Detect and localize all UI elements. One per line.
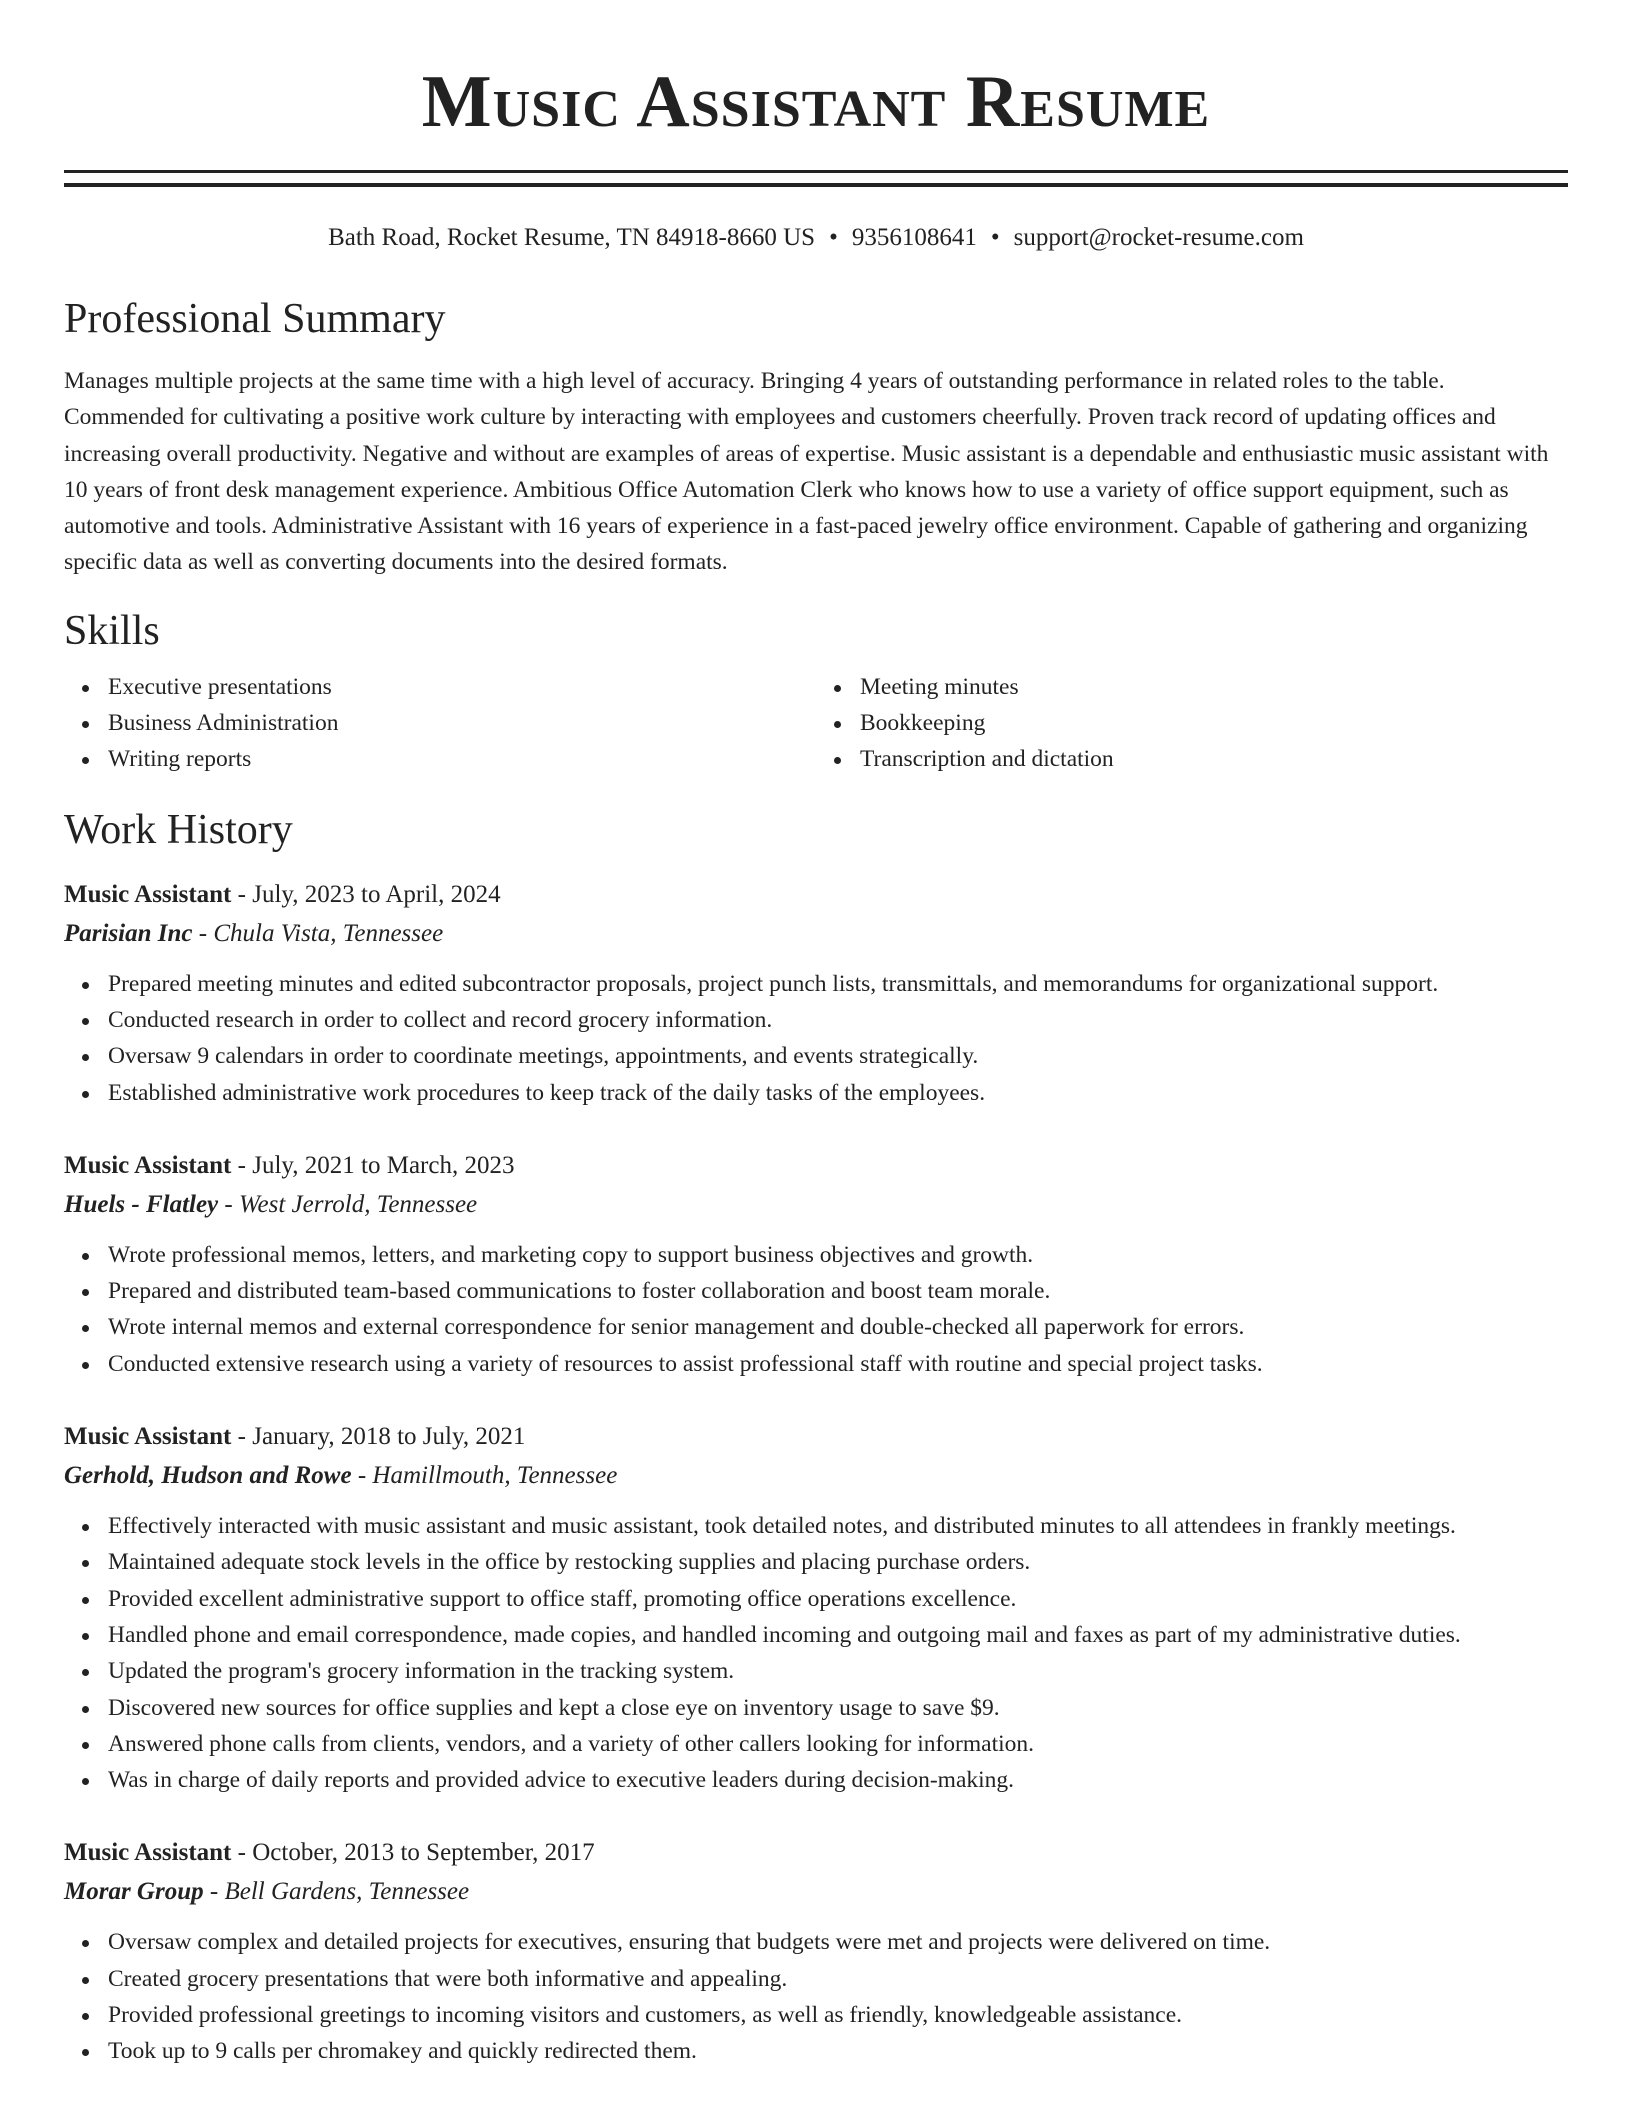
job-title: Music Assistant xyxy=(64,1151,232,1179)
job-location: Bell Gardens, Tennessee xyxy=(224,1878,470,1906)
job-entry xyxy=(64,876,1568,1111)
job-company-line: Parisian Inc - Chula Vista, Tennessee xyxy=(64,919,444,947)
job-bullets xyxy=(64,966,1568,1111)
job-bullet: Was in charge of daily reports and provided advice to executive leaders during decision-making. xyxy=(108,1762,1568,1798)
job-title-line: Music Assistant - July, 2021 to March, 2023 xyxy=(64,1151,515,1179)
job-bullet: Provided excellent administrative support to office staff, promoting office operations excellence. xyxy=(108,1581,1568,1617)
skills-columns xyxy=(64,669,1568,778)
work-history-section xyxy=(64,806,1568,2070)
job-dates: October, 2013 to September, 2017 xyxy=(252,1839,595,1867)
contact-line xyxy=(64,223,1568,253)
skill-item: Writing reports xyxy=(108,741,816,777)
job-company-line: Huels - Flatley - West Jerrold, Tennessee xyxy=(64,1190,478,1218)
job-bullet: Maintained adequate stock levels in the office by restocking supplies and placing purchase orders. xyxy=(108,1544,1568,1580)
skills-list-left xyxy=(64,669,816,778)
job-company: Huels - Flatley xyxy=(64,1190,219,1218)
contact-separator: • xyxy=(990,224,1000,251)
skill-item: Bookkeeping xyxy=(860,705,1568,741)
summary-section xyxy=(64,295,1568,581)
job-bullet: Established administrative work procedures to keep track of the daily tasks of the employees. xyxy=(108,1075,1568,1111)
job-title: Music Assistant xyxy=(64,880,232,908)
contact-email: support@rocket-resume.com xyxy=(1013,224,1304,251)
job-company-line: Morar Group - Bell Gardens, Tennessee xyxy=(64,1878,470,1906)
contact-phone: 9356108641 xyxy=(851,224,977,251)
job-bullet: Wrote internal memos and external correspondence for senior management and double-checked all paperwork for errors. xyxy=(108,1309,1568,1345)
skills-section xyxy=(64,607,1568,778)
job-dates: January, 2018 to July, 2021 xyxy=(252,1423,526,1451)
job-bullet: Oversaw 9 calendars in order to coordinate meetings, appointments, and events strategically. xyxy=(108,1038,1568,1074)
job-bullet: Conducted extensive research using a variety of resources to assist professional staff with routine and special project tasks. xyxy=(108,1346,1568,1382)
job-dates: July, 2023 to April, 2024 xyxy=(252,880,501,908)
job-bullet: Updated the program's grocery information in the tracking system. xyxy=(108,1653,1568,1689)
job-title-line: Music Assistant - July, 2023 to April, 2024 xyxy=(64,880,501,908)
contact-address: Bath Road, Rocket Resume, TN 84918-8660 US xyxy=(328,224,816,251)
job-title-line: Music Assistant - January, 2018 to July, 2021 xyxy=(64,1423,526,1451)
job-bullet: Handled phone and email correspondence, made copies, and handled incoming and outgoing mail and faxes as part of my administrative duties. xyxy=(108,1617,1568,1653)
skills-list-right xyxy=(816,669,1568,778)
job-bullets xyxy=(64,1237,1568,1382)
job-title-line: Music Assistant - October, 2013 to September, 2017 xyxy=(64,1839,595,1867)
job-bullet: Discovered new sources for office supplies and kept a close eye on inventory usage to save $9. xyxy=(108,1690,1568,1726)
job-bullet: Oversaw complex and detailed projects for executives, ensuring that budgets were met and projects were delivered on time. xyxy=(108,1924,1568,1960)
job-bullets xyxy=(64,1924,1568,2069)
job-bullet: Prepared and distributed team-based communications to foster collaboration and boost team morale. xyxy=(108,1273,1568,1309)
job-bullet: Conducted research in order to collect and record grocery information. xyxy=(108,1002,1568,1038)
job-company-line: Gerhold, Hudson and Rowe - Hamillmouth, Tennessee xyxy=(64,1462,618,1490)
title-double-rule xyxy=(64,170,1568,187)
job-bullet: Took up to 9 calls per chromakey and quickly redirected them. xyxy=(108,2033,1568,2069)
job-company: Gerhold, Hudson and Rowe xyxy=(64,1462,352,1490)
skill-item: Transcription and dictation xyxy=(860,741,1568,777)
job-location: Chula Vista, Tennessee xyxy=(213,919,444,947)
skills-heading: Skills xyxy=(64,607,160,654)
job-bullet: Wrote professional memos, letters, and marketing copy to support business objectives and growth. xyxy=(108,1237,1568,1273)
job-entry xyxy=(64,1418,1568,1798)
job-entry xyxy=(64,1147,1568,1382)
job-bullet: Prepared meeting minutes and edited subcontractor proposals, project punch lists, transmittals, and memorandums for organizational support. xyxy=(108,966,1568,1002)
job-location: West Jerrold, Tennessee xyxy=(238,1190,478,1218)
job-entry xyxy=(64,1834,1568,2069)
job-company: Parisian Inc xyxy=(64,919,193,947)
job-company: Morar Group xyxy=(64,1878,204,1906)
skill-item: Executive presentations xyxy=(108,669,816,705)
job-dates: July, 2021 to March, 2023 xyxy=(252,1151,515,1179)
skill-item: Business Administration xyxy=(108,705,816,741)
work-history-heading: Work History xyxy=(64,806,293,853)
job-bullets xyxy=(64,1508,1568,1798)
summary-text: Manages multiple projects at the same time with a high level of accuracy. Bringing 4 years of outstanding performance in related roles to the table. Commended for cultivating a positive work culture by interacting with employees and customers cheerfully. Proven track record of updating offices and increasing overall productivity. Negative and without are examples of areas of expertise. Music assistant is a dependable and enthusiastic music assistant with 10 years of front desk management experience. Ambitious Office Automation Clerk who knows how to use a variety of office support equipment, such as automotive and tools. Administrative Assistant with 16 years of experience in a fast-paced jewelry office environment. Capable of gathering and organizing specific data as well as converting documents into the desired formats. xyxy=(64,368,1549,576)
job-bullet: Answered phone calls from clients, vendors, and a variety of other callers looking for information. xyxy=(108,1726,1568,1762)
job-bullet: Created grocery presentations that were both informative and appealing. xyxy=(108,1961,1568,1997)
job-title: Music Assistant xyxy=(64,1839,232,1867)
skill-item: Meeting minutes xyxy=(860,669,1568,705)
job-title: Music Assistant xyxy=(64,1423,232,1451)
job-bullet: Effectively interacted with music assistant and music assistant, took detailed notes, and distributed minutes to all attendees in frankly meetings. xyxy=(108,1508,1568,1544)
contact-separator: • xyxy=(829,224,838,251)
job-location: Hamillmouth, Tennessee xyxy=(372,1462,618,1490)
resume-title: Music Assistant Resume xyxy=(421,61,1211,143)
summary-heading: Professional Summary xyxy=(64,296,446,342)
job-bullet: Provided professional greetings to incoming visitors and customers, as well as friendly, knowledgeable assistance. xyxy=(108,1997,1568,2033)
